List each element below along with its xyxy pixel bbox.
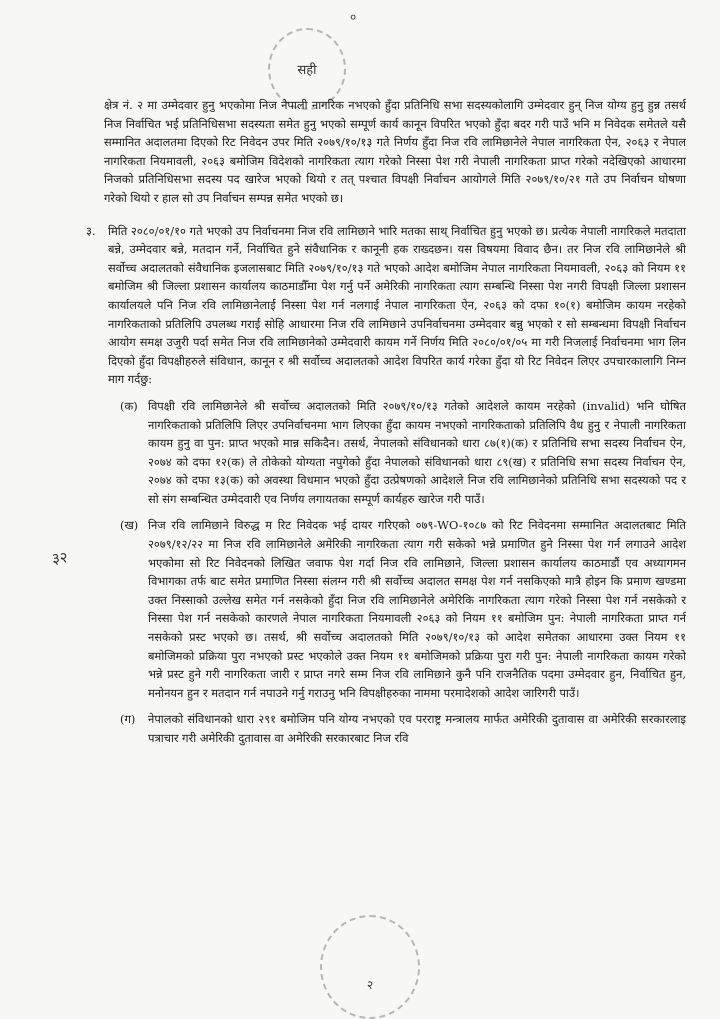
document-body [86, 96, 686, 748]
relief-item-label: (ग) [120, 712, 136, 727]
relief-item [86, 397, 686, 509]
relief-list [86, 397, 686, 748]
relief-item [86, 710, 686, 747]
relief-item-text: नेपालको संविधानको धारा २९१ बमोजिम पनि योग्य नभएको एव परराष्ट्र मन्त्रालय मार्फत अमेरिकी दुतावास वा अमेरिकी सरकारलाइ पत्राचार गरी अमेरिकी दुतावास वा अमेरिकी सरकारबाट निज रवि [148, 712, 686, 745]
page-top-mark: ० [350, 10, 357, 24]
paragraph-number: ३. [86, 223, 96, 238]
signature-stamp-bottom: २ [320, 915, 420, 1019]
relief-item-text: निज रवि लामिछाने विरुद्ध म रिट निवेदक भई दायर गरिएको ०७९-WO-१०८७ को रिट निवेदनमा सम्मानित अदालतबाट मिति २०७९/१२/२२ मा निज रवि लामिछानेले अमेरिकी नागरिकता त्याग गरी सकेको भन्ने प्रमाणित हुने निस्सा पेश गर्न लगाउने आदेश भएकोमा सो रिट निवेदनको लिखित जवाफ पेश गर्दा निज रवि लामिछाने, जिल्ला प्रशासन कार्यालय काठमाडौं एव अध्यागमन विभागका तर्फ बाट समेत प्रमाणित निस्सा संलग्न गरी श्री सर्वोच्च अदालत समक्ष पेश गर्न नसकिएको मात्रै होइन कि प्रमाण खण्डमा उक्त निस्साको उल्लेख समेत गर्न नसकेको हुँदा निज रवि लामिछानेले अमेरिकि नागरिकता त्याग गरेको निस्सा पेश गर्न नसकेको र निस्सा पेश गर्न नसकेको कारणले नेपाल नागरिकता नियमावली २०६३ को नियम ११ बमोजिम पुन: नेपाली नागरिकता प्राप्त गर्न नसकेको प्रस्ट भएको छ। तसर्थ, श्री सर्वोच्च अदालतको मिति २०७९/१०/१३ को आदेश समेतका आधारमा उक्त नियम ११ बमोजिमको प्रक्रिया पुरा नभएको प्रस्ट भएकोले उक्त नियम ११ बमोजिमको प्रक्रिया पुरा गरी पुन: नेपाली नागरिकता कायम गरेको भन्ने प्रस्ट हुने गरी नागरिकता जारी र प्राप्त नगरे सम्म निज रवि लामिछाने कुनै पनि राजनैतिक पदमा उम्मेदवार हुन, निर्वाचित हुन, मनोनयन हुन र मतदान गर्न नपाउने गर्नु गराउनु भनि विपक्षीहरुका नाममा परमादेशको आदेश जारिगरी पाउँ। [148, 518, 686, 700]
continuation-paragraph: क्षेत्र नं. २ मा उम्मेदवार हुनु भएकोमा निज नेपाली नागरिक नभएको हुँदा प्रतिनिधि सभा सदस्यकोलागि उम्मेदवार हुन् निज योग्य हुनु हुन्न तसर्थ निज निर्वाचित भई प्रतिनिधिसभा सदस्यता समेत हुनु भएको सम्पूर्ण कार्य कानून विपरित भएको हुँदा बदर गरी पाउँ भनि म निवेदक समेतले यसै सम्मानित अदालतमा दिएको रिट निवेदन उपर मिति २०७९/१०/१३ गते निर्णय हुँदा निज रवि लामिछानेले नेपाल नागरिकता ऐन, २०६३ र नेपाल नागरिकता नियमावली, २०६३ बमोजिम विदेशको नागरिकता त्याग गरेको निस्सा पेश गरी नेपाली नागरिकता प्राप्त गरेको नदेखिएको आधारमा निजको प्रतिनिधिसभा सदस्य पद खारेज भएको थियो र तत् पश्चात विपक्षी निर्वाचन आयोगले मिति २०७९/१०/२१ गते उप निर्वाचन घोषणा गरेको थियो र हाल सो उप निर्वाचन सम्पन्न समेत भएको छ। [104, 98, 686, 205]
relief-item-label: (क) [120, 398, 138, 413]
relief-item [86, 516, 686, 702]
paragraph-text: मिति २०८०/०१/१० गते भएको उप निर्वाचनमा निज रवि लामिछाने भारि मतका साथ् निर्वाचित हुनु भएको छ। प्रत्येक नेपाली नागरिकले मतदाता बन्ने, उम्मेदवार बन्ने, मतदान गर्ने, निर्वाचित हुने संवैधानिक र कानूनी हक राख्दछन। यस विषयमा विवाद छैन। तर निज रवि लामिछानेले श्री सर्वोच्च अदालतको संवैधानिक इजलासबाट मिति २०७९/१०/१३ गते भएको आदेश बमोजिम नेपाल नागरिकता नियमावली, २०६३ को नियम ११ बमोजिम श्री जिल्ला प्रशासन कार्यालय काठमाडौँमा पेश गर्नु पर्ने अमेरिकी नागरिकता त्याग सम्बन्धि निस्सा पेश नगरी विपक्षी जिल्ला प्रशासन कार्यालयले पनि निज रवि लामिछानेलाई निस्सा पेश गर्न नलगाई नेपाल नागरिकता ऐन, २०६३ को दफा १०(१) बमोजिम कायम नरहेको नागरिकताको प्रतिलिपि उपलब्ध गराई सोहि आधारमा निज रवि लामिछाने उपनिर्वाचनमा उम्मेदवार बन्नु भएको र सो सम्बन्धमा विपक्षी निर्वाचन आयोग समक्ष उजुरी पर्दा समेत निज रवि लामिछानेको उम्मेदवारी कायम गर्ने निर्णय मिति २०८०/०१/०५ मा गरी निजलाई निर्वाचनमा भाग लिन दिएको हुँदा विपक्षीहरुले संविधान, कानून र श्री सर्वोच्च अदालतको आदेश विपरित कार्य गरेका हुँदा यो रिट निवेदन लिएर उपचारकालागि निम्न माग गर्दछु: [108, 223, 686, 387]
paragraph-3 [86, 222, 686, 389]
relief-item-text: विपक्षी रवि लामिछानेले श्री सर्वोच्च अदालतको मिति २०७९/१०/१३ गतेको आदेशले कायम नरहेको (invalid) भनि घोषित नागरिकताको प्रतिलिपि लिएर उपनिर्वाचनमा भाग लिएका हुँदा कायम नभएको नागरिकताको प्रतिलिपि वैध हुनु र नेपाली नागरिकता कायम हुनु वा पुन: प्राप्त भएको मान्न सकिदैन। तसर्थ, नेपालको संविधानको धारा ८७(१)(क) र प्रतिनिधि सभा सदस्य निर्वाचन ऐन, २०७४ को दफा १२(क) ले तोकेको योग्यता नपुगेको हुँदा नेपालको संविधानको धारा ८९(ख) र प्रतिनिधि सभा सदस्य निर्वाचन ऐन, २०७४ को दफा १३(क) को अवस्था विधमान भएको हुँदा उत्प्रेषणको आदेशले निज रवि लामिछानेको प्रतिनिधि सभा सदस्यको पद र सो संग सम्बन्धित उम्मेदवारी एव निर्णय लगायतका सम्पूर्ण कार्यहरु खारेज गरी पाउँ। [148, 398, 686, 506]
relief-item-label: (ख) [120, 518, 139, 533]
signature-stamp-top: सही [268, 28, 346, 110]
handwritten-margin-note: ३२ [50, 548, 69, 568]
